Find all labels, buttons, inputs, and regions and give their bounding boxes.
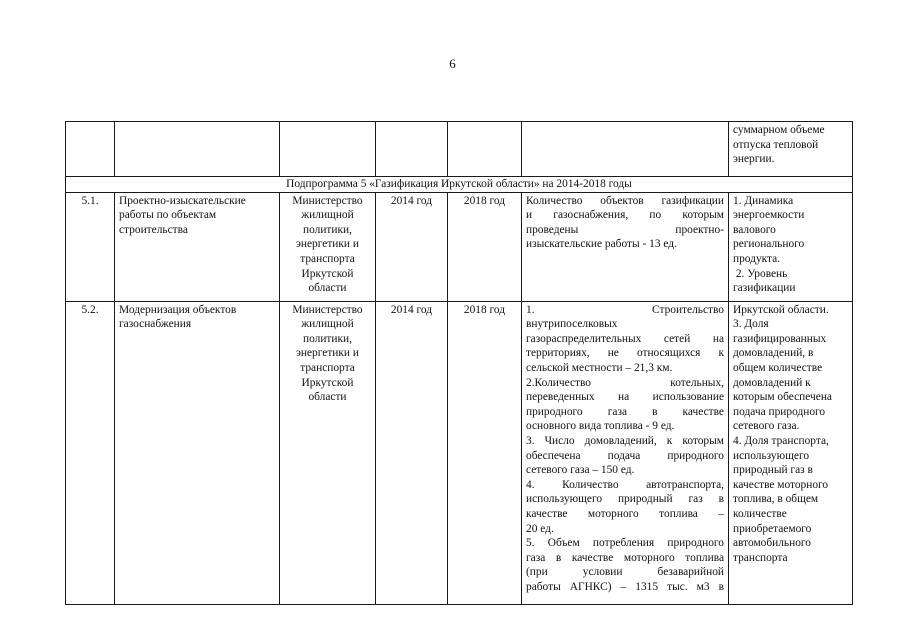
executor-line: жилищной [301, 209, 354, 222]
indicator-line: общем количестве [733, 361, 823, 374]
result-line: работы АГНКС) – 1315 тыс. м3 в [526, 580, 724, 593]
result-line: изыскательские работы - 13 ед. [526, 238, 677, 251]
result-line: территориях, не относящихся к [526, 347, 724, 360]
indicator-line: сетевого газа. [733, 420, 800, 433]
subprogram-title: Подпрограмма 5 «Газификация Иркутской области» на 2014-2018 годы [66, 177, 853, 193]
indicator-line: 4. Доля транспорта, [733, 434, 829, 447]
cell-result [522, 122, 729, 177]
executor-line: Министерство [292, 303, 363, 316]
cell-end [448, 122, 522, 177]
cell-result [522, 301, 729, 604]
indicator-line: использующего [733, 449, 810, 462]
cell-executor [280, 192, 376, 301]
indicator-line: отпуска тепловой [733, 138, 819, 151]
executor-line: транспорта [300, 252, 355, 265]
executor-line: Иркутской [301, 376, 354, 389]
indicator-line: энергии. [733, 153, 775, 166]
indicator-line: качестве моторного [733, 478, 829, 491]
cell-end: 2018 год [448, 192, 522, 301]
table-row [66, 192, 853, 301]
executor-line: жилищной [301, 318, 354, 331]
result-line: Количество объектов газификации [526, 194, 724, 207]
indicator-line: топлива, в общем [733, 493, 819, 506]
result-line: 1. Строительство [526, 303, 724, 316]
cell-num: 5.2. [66, 301, 115, 604]
executor-line: политики, [303, 223, 352, 236]
indicator-line: 1. Динамика [733, 194, 794, 207]
result-line: качестве моторного топлива – [526, 507, 724, 520]
name-line: Модернизация объектов [119, 303, 237, 316]
cell-start: 2014 год [376, 301, 448, 604]
result-line: внутрипоселковых [526, 318, 618, 331]
indicator-line: автомобильного [733, 537, 812, 550]
executor-line: транспорта [300, 361, 355, 374]
cell-result [522, 192, 729, 301]
result-line: и газоснабжения, по которым [526, 209, 724, 222]
indicator-line: приобретаемого [733, 522, 812, 535]
indicator-line: продукта. [733, 252, 781, 265]
result-line: сетевого газа – 150 ед. [526, 464, 635, 477]
indicator-line: газифицированных [733, 332, 827, 345]
result-line: 5. Объем потребления природного [526, 537, 724, 550]
result-line: переведенных на использование [526, 391, 724, 404]
result-line: использующего природный газ в [526, 493, 724, 506]
indicator-line: домовладений к [733, 376, 811, 389]
subprogram-row [66, 177, 853, 193]
name-line: газоснабжения [119, 318, 192, 331]
result-line: 2.Количество котельных, [526, 376, 724, 389]
result-line: основного вида топлива - 9 ед. [526, 420, 675, 433]
executor-line: Иркутской [301, 267, 354, 280]
table-row [66, 301, 853, 604]
indicator-line: 2. Уровень [733, 267, 788, 280]
cell-name [115, 192, 280, 301]
cell-end: 2018 год [448, 301, 522, 604]
indicator-line: регионального [733, 238, 805, 251]
cell-num: 5.1. [66, 192, 115, 301]
cell-executor [280, 301, 376, 604]
cell-name [115, 122, 280, 177]
result-line: газораспределительных сетей на [526, 332, 724, 345]
cell-executor [280, 122, 376, 177]
cell-indicator [729, 192, 853, 301]
result-line: природного газа в качестве [526, 405, 724, 418]
name-line: Проектно-изыскательские [119, 194, 246, 207]
indicator-line: газификации [733, 282, 796, 295]
cell-start: 2014 год [376, 192, 448, 301]
result-line: 20 ед. [526, 522, 554, 535]
cell-indicator [729, 122, 853, 177]
cell-indicator [729, 301, 853, 604]
result-line: (при условии безаварийной [526, 566, 724, 579]
executor-line: Министерство [292, 194, 363, 207]
result-line: 4. Количество автотранспорта, [526, 478, 724, 491]
executor-line: политики, [303, 332, 352, 345]
executor-line: энергетики и [296, 347, 359, 360]
executor-line: области [308, 391, 347, 404]
cell-name [115, 301, 280, 604]
indicator-line: транспорта [733, 551, 788, 564]
program-table [65, 121, 853, 605]
indicator-line: энергоемкости [733, 209, 805, 222]
indicator-line: Иркутской области. [733, 303, 829, 316]
executor-line: области [308, 282, 347, 295]
cell-num [66, 122, 115, 177]
indicator-line: которым обеспечена [733, 391, 832, 404]
result-line: сельской местности – 21,3 км. [526, 361, 673, 374]
cell-start [376, 122, 448, 177]
result-line: обеспечена подача природного [526, 449, 724, 462]
indicator-line: домовладений, в [733, 347, 814, 360]
name-line: строительства [119, 223, 188, 236]
name-line: работы по объектам [119, 209, 217, 222]
indicator-line: количестве [733, 507, 787, 520]
indicator-line: подача природного [733, 405, 826, 418]
result-line: проведены проектно- [526, 223, 724, 236]
result-line: 3. Число домовладений, к которым [526, 434, 724, 447]
page-number: 6 [449, 56, 456, 71]
indicator-line: 3. Доля [733, 318, 769, 331]
indicator-line: суммарном объеме [733, 124, 825, 136]
executor-line: энергетики и [296, 238, 359, 251]
continuation-row [66, 122, 853, 177]
indicator-line: валового [733, 223, 776, 236]
result-line: газа в качестве моторного топлива [526, 551, 724, 564]
indicator-line: природный газ в [733, 464, 813, 477]
